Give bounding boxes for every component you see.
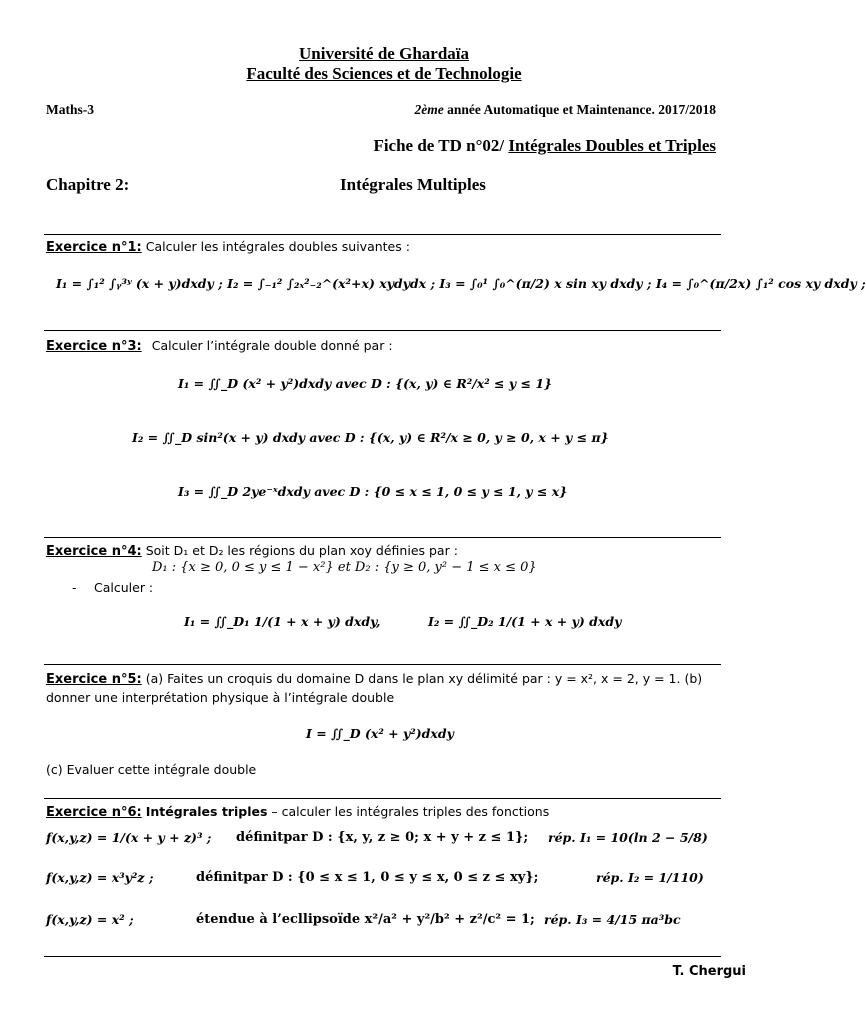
ex1-title: Exercice n°1: [46,240,142,255]
class-level-rest: année Automatique et Maintenance. 2017/2018 [447,102,716,117]
author-name: T. Chergui [672,964,746,979]
ex3-title: Exercice n°3: [46,339,142,354]
faculty-name: Faculté des Sciences et de Technologie [246,64,522,83]
class-level-prefix: 2ème [414,102,444,117]
ex4-domains: D₁ : {x ≥ 0, 0 ≤ y ≤ 1 − x²} et D₂ : {y ≥ 0, y² − 1 ≤ x ≤ 0} [152,560,537,575]
ex4-bullet: - [72,580,77,595]
chapter-title: Intégrales Multiples [340,175,486,194]
ex5-heading [46,670,702,688]
ex6-bold-part: Intégrales triples [145,804,268,819]
divider-ex5 [44,664,721,665]
chapter-label: Chapitre 2: [46,175,130,194]
ex6-row2-answer: rép. I₂ = 1/110) [596,870,704,885]
ex3-integral-1: I₁ = ∬_D (x² + y²)dxdy avec D : {(x, y) ∈ R²/x² ≤ y ≤ 1} [178,376,553,391]
ex6-row1-domain: définitpar D : {x, y, z ≥ 0; x + y + z ≤ 1}; [236,830,529,845]
divider-ex1 [44,234,721,235]
ex6-row3-answer: rép. I₃ = 4/15 πa³bc [544,912,681,927]
divider-ex6 [44,798,721,799]
ex3-integral-2: I₂ = ∬_D sin²(x + y) dxdy avec D : {(x, y) ∈ R²/x ≥ 0, y ≥ 0, x + y ≤ π} [132,430,609,445]
ex4-text: Soit D₁ et D₂ les régions du plan xoy définies par : [145,543,458,558]
university-name: Université de Ghardaïa [299,44,469,63]
ex4-integral-2: I₂ = ∬_D₂ 1/(1 + x + y) dxdy [428,614,622,629]
ex6-row1-function: f(x,y,z) = 1/(x + y + z)³ ; [46,830,212,845]
divider-ex3 [44,330,721,331]
ex5-integral: I = ∬_D (x² + y²)dxdy [306,726,454,741]
course-name: Maths-3 [46,102,94,117]
ex5-line2: donner une interprétation physique à l’intégrale double [46,690,395,705]
ex6-title: Exercice n°6: [46,805,142,820]
ex6-heading [46,803,549,821]
ex4-integral-1: I₁ = ∬_D₁ 1/(1 + x + y) dxdy, [184,614,381,629]
ex5-line1: (a) Faites un croquis du domaine D dans le plan xy délimité par : y = x², x = 2, y = 1. (b) [145,671,703,686]
sheet-title-prefix: Fiche de TD n°02/ [373,136,509,155]
divider-ex4 [44,537,721,538]
divider-footer [44,956,721,957]
ex3-text: Calculer l’intégrale double donné par : [151,338,393,353]
ex6-row3-function: f(x,y,z) = x² ; [46,912,134,927]
ex4-heading [46,542,458,560]
ex1-heading [46,238,410,256]
ex5-line3: (c) Evaluer cette intégrale double [46,762,257,777]
ex5-title: Exercice n°5: [46,672,142,687]
ex1-integrals: I₁ = ∫₁² ∫ᵧ³ʸ (x + y)dxdy ; I₂ = ∫₋₁² ∫₂ₓ²₋₂^(x²+x) xydydx ; I₃ = ∫₀¹ ∫₀^(π/2) x sin xy dxdy ; I₄ = ∫₀^(π/2x) ∫₁² cos xy dxdy ; [56,276,866,291]
ex6-text: – calculer les intégrales triples des fonctions [267,804,550,819]
sheet-title [373,136,716,156]
ex3-integral-3: I₃ = ∬_D 2ye⁻ˣdxdy avec D : {0 ≤ x ≤ 1, 0 ≤ y ≤ 1, y ≤ x} [178,484,568,499]
class-level [415,102,717,118]
ex4-title: Exercice n°4: [46,544,142,559]
ex6-row1-answer: rép. I₁ = 10(ln 2 − 5/8) [548,830,708,845]
ex4-calc: Calculer : [94,580,154,595]
ex1-text: Calculer les intégrales doubles suivantes : [145,239,410,254]
ex3-heading [46,337,393,355]
ex6-row2-domain: définitpar D : {0 ≤ x ≤ 1, 0 ≤ y ≤ x, 0 ≤ z ≤ xy}; [196,870,539,885]
sheet-topic: Intégrales Doubles et Triples [508,136,716,155]
ex6-row3-domain: étendue à l’ecllipsoïde x²/a² + y²/b² + z²/c² = 1; [196,912,535,927]
ex6-row2-function: f(x,y,z) = x³y²z ; [46,870,154,885]
